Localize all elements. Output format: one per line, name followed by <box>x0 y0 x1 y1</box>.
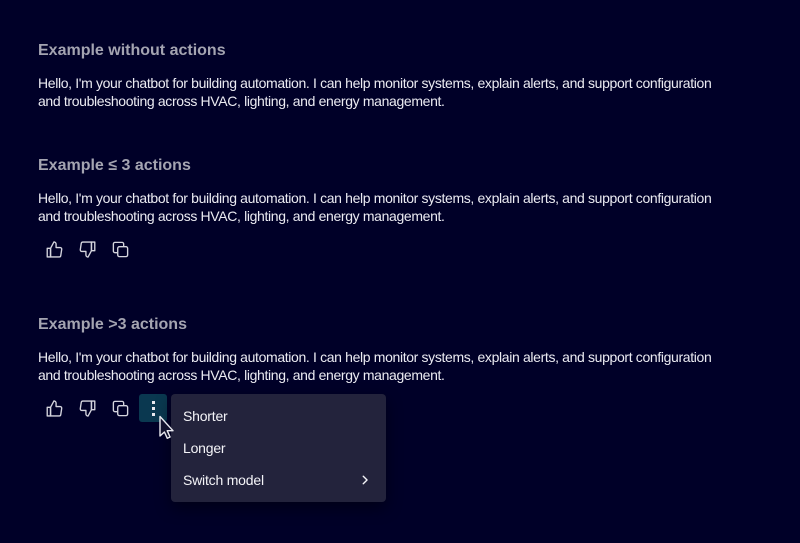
chat-message <box>38 349 762 384</box>
chat-message <box>38 75 762 110</box>
message-line-1: Hello, I'm your chatbot for building automation. I can help monitor systems, explain alerts, and support configuration <box>38 75 712 91</box>
menu-item-label: Longer <box>183 440 226 456</box>
more-actions-button[interactable] <box>139 394 167 422</box>
thumbs-up-button[interactable] <box>40 235 68 263</box>
menu-item-label: Switch model <box>183 472 264 488</box>
thumbs-up-icon <box>45 240 64 259</box>
context-menu <box>171 394 386 502</box>
example-without-actions-section <box>38 41 762 110</box>
more-vertical-icon <box>152 401 155 416</box>
thumbs-up-button[interactable] <box>40 394 68 422</box>
chevron-right-icon <box>358 473 372 487</box>
message-action-bar <box>40 235 762 263</box>
menu-item-shorter[interactable] <box>171 400 386 432</box>
copy-button[interactable] <box>106 235 134 263</box>
section-heading: Example without actions <box>38 42 226 59</box>
copy-icon <box>111 399 130 418</box>
menu-item-label: Shorter <box>183 408 228 424</box>
menu-item-switch-model[interactable] <box>171 464 386 496</box>
thumbs-down-button[interactable] <box>73 235 101 263</box>
message-line-2: and troubleshooting across HVAC, lighting, and energy management. <box>38 366 445 383</box>
thumbs-down-icon <box>78 240 97 259</box>
message-line-1: Hello, I'm your chatbot for building automation. I can help monitor systems, explain alerts, and support configuration <box>38 349 712 365</box>
section-heading: Example >3 actions <box>38 316 187 333</box>
message-line-2: and troubleshooting across HVAC, lighting, and energy management. <box>38 92 445 109</box>
example-max3-actions-section <box>38 156 762 263</box>
copy-button[interactable] <box>106 394 134 422</box>
menu-item-longer[interactable] <box>171 432 386 464</box>
chat-message <box>38 190 762 225</box>
thumbs-down-button[interactable] <box>73 394 101 422</box>
message-line-2: and troubleshooting across HVAC, lighting, and energy management. <box>38 207 445 224</box>
copy-icon <box>111 240 130 259</box>
example-more-actions-section <box>38 315 762 422</box>
message-action-bar <box>40 394 762 422</box>
message-line-1: Hello, I'm your chatbot for building automation. I can help monitor systems, explain alerts, and support configuration <box>38 190 712 206</box>
thumbs-down-icon <box>78 399 97 418</box>
section-heading: Example ≤ 3 actions <box>38 157 191 174</box>
thumbs-up-icon <box>45 399 64 418</box>
